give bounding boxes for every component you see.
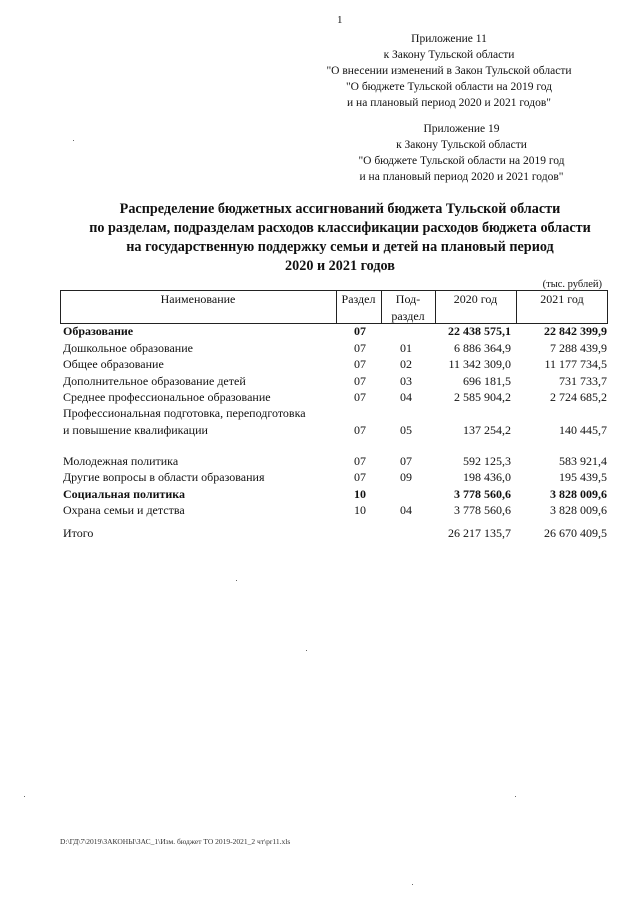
appendix-19-line: к Закону Тульской области: [396, 139, 527, 151]
appendix-19-line: Приложение 19: [423, 123, 500, 135]
appendix-11-block: [318, 31, 580, 111]
row-2021: 731 733,7: [559, 374, 607, 388]
row-2021: 2 724 685,2: [550, 390, 607, 404]
row-razdel: 07: [354, 390, 366, 404]
row-2021: 22 842 399,9: [544, 324, 607, 338]
header-podrazdel-line: Под-: [395, 292, 421, 306]
table-row: [0, 373, 640, 389]
scan-speck: [412, 884, 413, 885]
header-podrazdel-line: раздел: [391, 309, 425, 323]
row-razdel: 07: [354, 357, 366, 371]
file-path-footer: D:\ГД\7\2019\ЗАКОНЫ\ЗАС_1\Изм. бюджет ТО 2019-2021_2 чт\pr11.xls: [60, 837, 291, 846]
appendix-11-line: "О бюджете Тульской области на 2019 год: [345, 81, 553, 93]
row-name: Дошкольное образование: [63, 341, 193, 355]
row-podrazdel: 04: [400, 503, 412, 517]
appendix-11-line: Приложение 11: [411, 33, 487, 45]
row-name: Профессиональная подготовка, переподготовка: [63, 406, 306, 420]
page-number: 1: [337, 14, 343, 26]
row-2020: 22 438 575,1: [448, 324, 511, 338]
title-line: по разделам, подразделам расходов классификации расходов бюджета области: [89, 220, 591, 236]
header-name: Наименование: [160, 292, 236, 306]
row-podrazdel: 02: [400, 357, 412, 371]
row-2020: 137 254,2: [463, 423, 511, 437]
units-label: (тыс. рублей): [542, 279, 602, 290]
row-2020: 592 125,3: [463, 454, 511, 468]
row-razdel: 07: [354, 470, 366, 484]
appendix-11-line: и на плановый период 2020 и 2021 годов": [347, 97, 551, 109]
row-name: Охрана семьи и детства: [63, 503, 185, 517]
table-row: [0, 422, 640, 438]
row-name: Общее образование: [63, 357, 164, 371]
table-row: [0, 323, 640, 339]
row-razdel: 07: [354, 374, 366, 388]
appendix-19-block: [344, 121, 579, 185]
row-name: Итого: [63, 526, 94, 540]
row-podrazdel: 01: [400, 341, 412, 355]
table-row: [0, 502, 640, 518]
row-podrazdel: 05: [400, 423, 412, 437]
table-row: [0, 389, 640, 405]
header-podrazdel: [381, 291, 435, 325]
row-podrazdel: 09: [400, 470, 412, 484]
row-name: и повышение квалификации: [63, 423, 208, 437]
row-2020: 2 585 904,2: [454, 390, 511, 404]
row-2021: 3 828 009,6: [550, 503, 607, 517]
row-razdel: 07: [354, 454, 366, 468]
header-2021: 2021 год: [540, 292, 584, 306]
title-line: 2020 и 2021 годов: [285, 258, 395, 274]
row-2021: 583 921,4: [559, 454, 607, 468]
row-2021: 11 177 734,5: [544, 357, 607, 371]
table-row: [0, 453, 640, 469]
row-2020: 6 886 364,9: [454, 341, 511, 355]
header-2020: 2020 год: [453, 292, 498, 306]
row-2021: 7 288 439,9: [550, 341, 607, 355]
table-row: [0, 469, 640, 485]
row-name: Социальная политика: [63, 487, 186, 501]
row-razdel: 07: [354, 423, 366, 437]
scan-speck: [515, 796, 516, 797]
row-name: Дополнительное образование детей: [63, 374, 246, 388]
appendix-11-line: к Закону Тульской области: [383, 49, 515, 61]
row-razdel: 07: [354, 324, 366, 338]
header-razdel: Раздел: [341, 292, 376, 306]
row-2020: 696 181,5: [463, 374, 511, 388]
row-2021: 140 445,7: [559, 423, 607, 437]
row-podrazdel: 03: [400, 374, 412, 388]
document-title: [40, 200, 640, 276]
row-name: Образование: [63, 324, 134, 338]
table-row: [0, 340, 640, 356]
row-name: Молодежная политика: [63, 454, 179, 468]
row-2021: 3 828 009,6: [550, 487, 607, 501]
title-line: Распределение бюджетных ассигнований бюджета Тульской области: [119, 201, 561, 217]
scan-speck: [73, 140, 74, 141]
scan-speck: [24, 796, 25, 797]
row-razdel: 10: [354, 503, 366, 517]
scan-speck: [306, 650, 307, 651]
row-2020: 26 217 135,7: [448, 526, 511, 540]
appendix-19-line: и на плановый период 2020 и 2021 годов": [359, 171, 564, 183]
table-row: [0, 356, 640, 372]
row-2020: 3 778 560,6: [454, 503, 511, 517]
appendix-11-line: "О внесении изменений в Закон Тульской области: [326, 65, 572, 77]
row-name: Среднее профессиональное образование: [63, 390, 271, 404]
row-2020: 11 342 309,0: [448, 357, 511, 371]
title-line: на государственную поддержку семьи и детей на плановый период: [126, 239, 554, 255]
row-2021: 26 670 409,5: [544, 526, 607, 540]
appendix-19-line: "О бюджете Тульской области на 2019 год: [358, 155, 565, 167]
row-2021: 195 439,5: [559, 470, 607, 484]
table-row: [0, 525, 640, 541]
row-podrazdel: 04: [400, 390, 412, 404]
row-2020: 3 778 560,6: [454, 487, 511, 501]
row-podrazdel: 07: [400, 454, 412, 468]
row-razdel: 07: [354, 341, 366, 355]
row-2020: 198 436,0: [463, 470, 511, 484]
row-name: Другие вопросы в области образования: [63, 470, 265, 484]
scan-speck: [236, 580, 237, 581]
table-row: [0, 486, 640, 502]
table-row: [0, 405, 640, 421]
row-razdel: 10: [354, 487, 366, 501]
